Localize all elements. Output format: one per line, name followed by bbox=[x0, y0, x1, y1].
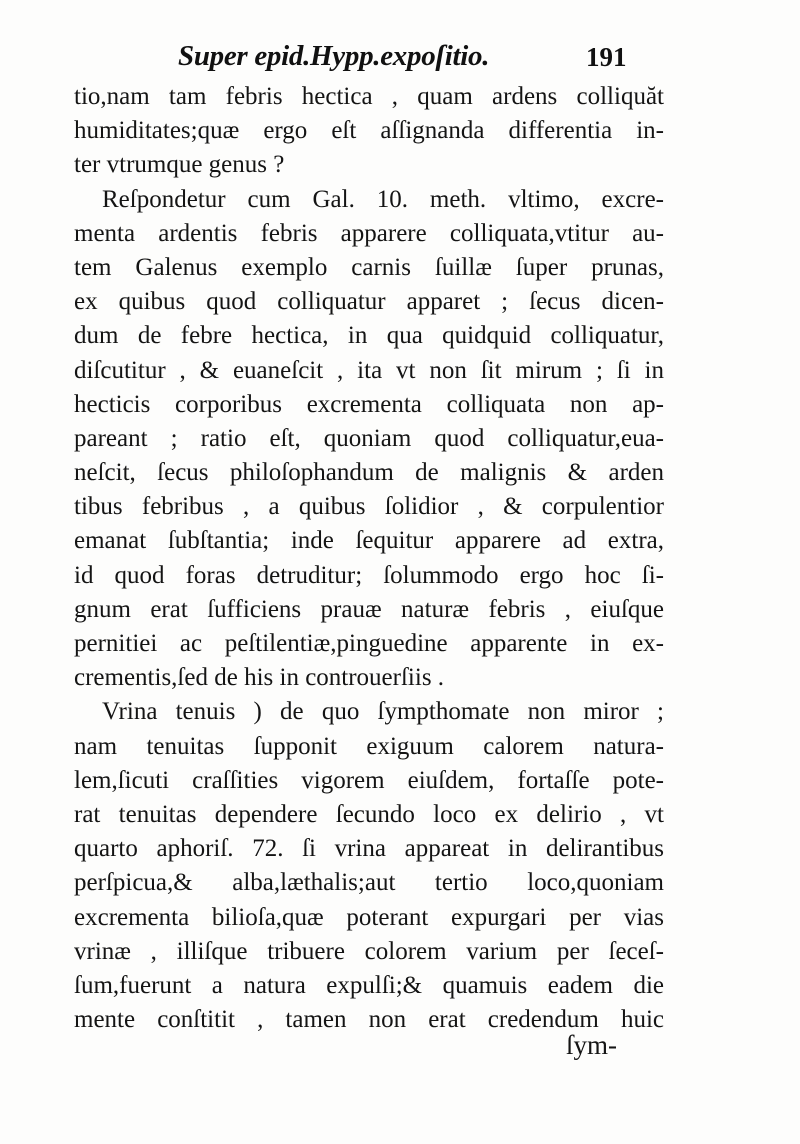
text-line: mente conſtitit , tamen non erat credendum huic bbox=[74, 1006, 664, 1034]
text-line: ſum,fuerunt a natura expulſi;& quamuis eadem die bbox=[74, 971, 664, 999]
text-line: id quod foras detruditur; ſolummodo ergo hoc ſi- bbox=[74, 561, 664, 589]
text-line: gnum erat ſufficiens prauæ naturæ febris , eiuſque bbox=[74, 595, 664, 623]
body-text bbox=[74, 80, 664, 1037]
page-number: 191 bbox=[586, 42, 627, 72]
paragraph-start-line: Vrina tenuis ) de quo ſympthomate non miror ; bbox=[102, 698, 664, 726]
text-line: tio,nam tam febris hectica , quam ardens colliquăt bbox=[74, 83, 664, 110]
text-line: diſcutitur , & euaneſcit , ita vt non ſit mirum ; ſi in bbox=[74, 356, 664, 384]
page-header bbox=[0, 36, 800, 84]
text-line: ter vtrumque genus ? bbox=[74, 151, 285, 179]
text-line: perſpicua,& alba,læthalis;aut tertio loco,quoniam bbox=[74, 869, 664, 897]
text-line: ex quibus quod colliquatur apparet ; ſecus dicen- bbox=[74, 288, 664, 316]
catchword: ſym- bbox=[566, 1030, 617, 1060]
text-line: tem Galenus exemplo carnis ſuillæ ſuper prunas, bbox=[74, 253, 664, 281]
text-line: vrinæ , illiſque tribuere colorem varium per ſeceſ- bbox=[74, 937, 664, 965]
text-line: dum de febre hectica, in qua quidquid colliquatur, bbox=[74, 322, 664, 350]
text-line: menta ardentis febris apparere colliquata,vtitur au- bbox=[74, 219, 664, 247]
running-head: Super epid.Hypp.expoſitio. bbox=[178, 40, 490, 72]
text-line: emanat ſubſtantia; inde ſequitur apparere ad extra, bbox=[74, 527, 664, 555]
text-line: tibus febribus , a quibus ſolidior , & corpulentior bbox=[74, 493, 664, 521]
text-line: humiditates;quæ ergo eſt aſſignanda differentia in- bbox=[74, 117, 664, 145]
text-line: pareant ; ratio eſt, quoniam quod colliquatur,eua- bbox=[74, 424, 664, 452]
text-line: excrementa bilioſa,quæ poterant expurgari per vias bbox=[74, 903, 664, 931]
text-line: pernitiei ac peſtilentiæ,pinguedine apparente in ex- bbox=[74, 630, 664, 657]
paragraph-start-line: Reſpondetur cum Gal. 10. meth. vltimo, excre- bbox=[102, 185, 664, 213]
text-line: neſcit, ſecus philoſophandum de malignis & arden bbox=[74, 459, 664, 487]
text-line: nam tenuitas ſupponit exiguum calorem natura- bbox=[74, 732, 664, 760]
text-line: rat tenuitas dependere ſecundo loco ex delirio , vt bbox=[74, 800, 664, 828]
text-line: quarto aphoriſ. 72. ſi vrina appareat in delirantibus bbox=[74, 835, 664, 863]
text-line: crementis,ſed de his in controuerſiis . bbox=[74, 664, 445, 692]
text-line: lem,ſicuti craſſities vigorem eiuſdem, fortaſſe pote- bbox=[74, 766, 664, 794]
text-line: hecticis corporibus excrementa colliquata non ap- bbox=[74, 390, 664, 418]
